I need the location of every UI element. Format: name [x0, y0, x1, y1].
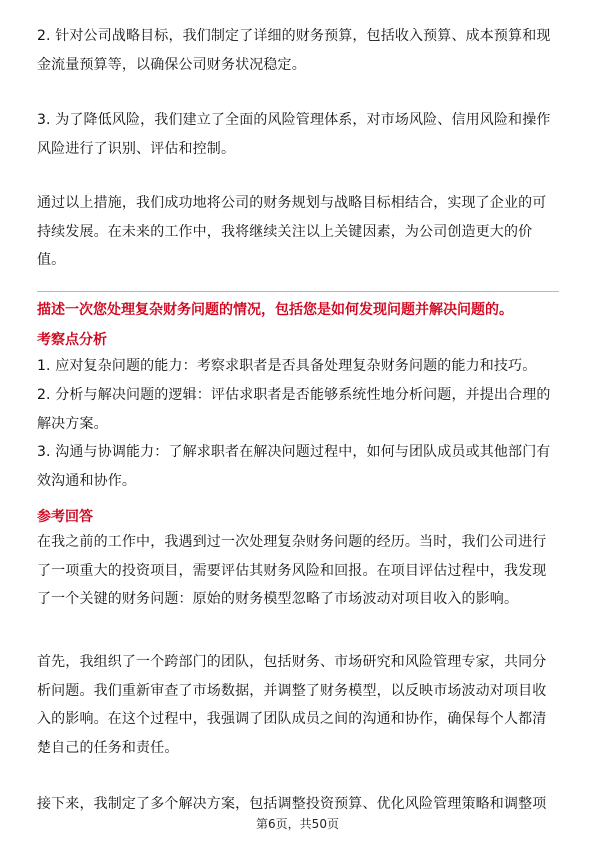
analysis-item-2: 2. 分析与解决问题的逻辑：评估求职者是否能够系统性地分析问题，并提出合理的解决方案。: [37, 387, 551, 432]
analysis-item-1: 1. 应对复杂问题的能力：考察求职者是否具备处理复杂财务问题的能力和技巧。: [37, 358, 537, 374]
paragraph-conclusion: 通过以上措施，我们成功地将公司的财务规划与战略目标相结合，实现了企业的可持续发展。在未来的工作中，我将继续关注以上关键因素，为公司创造更大的价值。: [37, 195, 547, 268]
answer-paragraph-1: 在我之前的工作中，我遇到过一次处理复杂财务问题的经历。当时，我们公司进行了一项重大的投资项目，需要评估其财务风险和回报。在项目评估过程中，我发现了一个关键的财务问题：原始的财务模型忽略了市场波动对项目收入的影响。: [37, 534, 547, 607]
paragraph-item-2: 2. 针对公司战略目标，我们制定了详细的财务预算，包括收入预算、成本预算和现金流量预算等，以确保公司财务状况稳定。: [37, 28, 551, 73]
question-title: 描述一次您处理复杂财务问题的情况，包括您是如何发现问题并解决问题的。: [37, 302, 513, 318]
answer-paragraph-3: 接下来，我制定了多个解决方案，包括调整投资预算、优化风险管理策略和调整项: [37, 796, 547, 812]
analysis-item-3: 3. 沟通与协调能力：了解求职者在解决问题过程中，如何与团队成员或其他部门有效沟通和协作。: [37, 444, 551, 489]
page-number-footer: 第6页，共50页: [256, 817, 339, 831]
section-divider: [37, 291, 559, 292]
paragraph-item-3: 3. 为了降低风险，我们建立了全面的风险管理体系，对市场风险、信用风险和操作风险进行了识别、评估和控制。: [37, 112, 551, 157]
analysis-heading: 考察点分析: [37, 332, 107, 348]
answer-paragraph-2: 首先，我组织了一个跨部门的团队，包括财务、市场研究和风险管理专家，共同分析问题。我们重新审查了市场数据，并调整了财务模型，以反映市场波动对项目收入的影响。在这个过程中，我强调了团队成员之间的沟通和协作，确保每个人都清楚自己的任务和责任。: [37, 654, 547, 756]
answer-heading: 参考回答: [37, 509, 93, 525]
